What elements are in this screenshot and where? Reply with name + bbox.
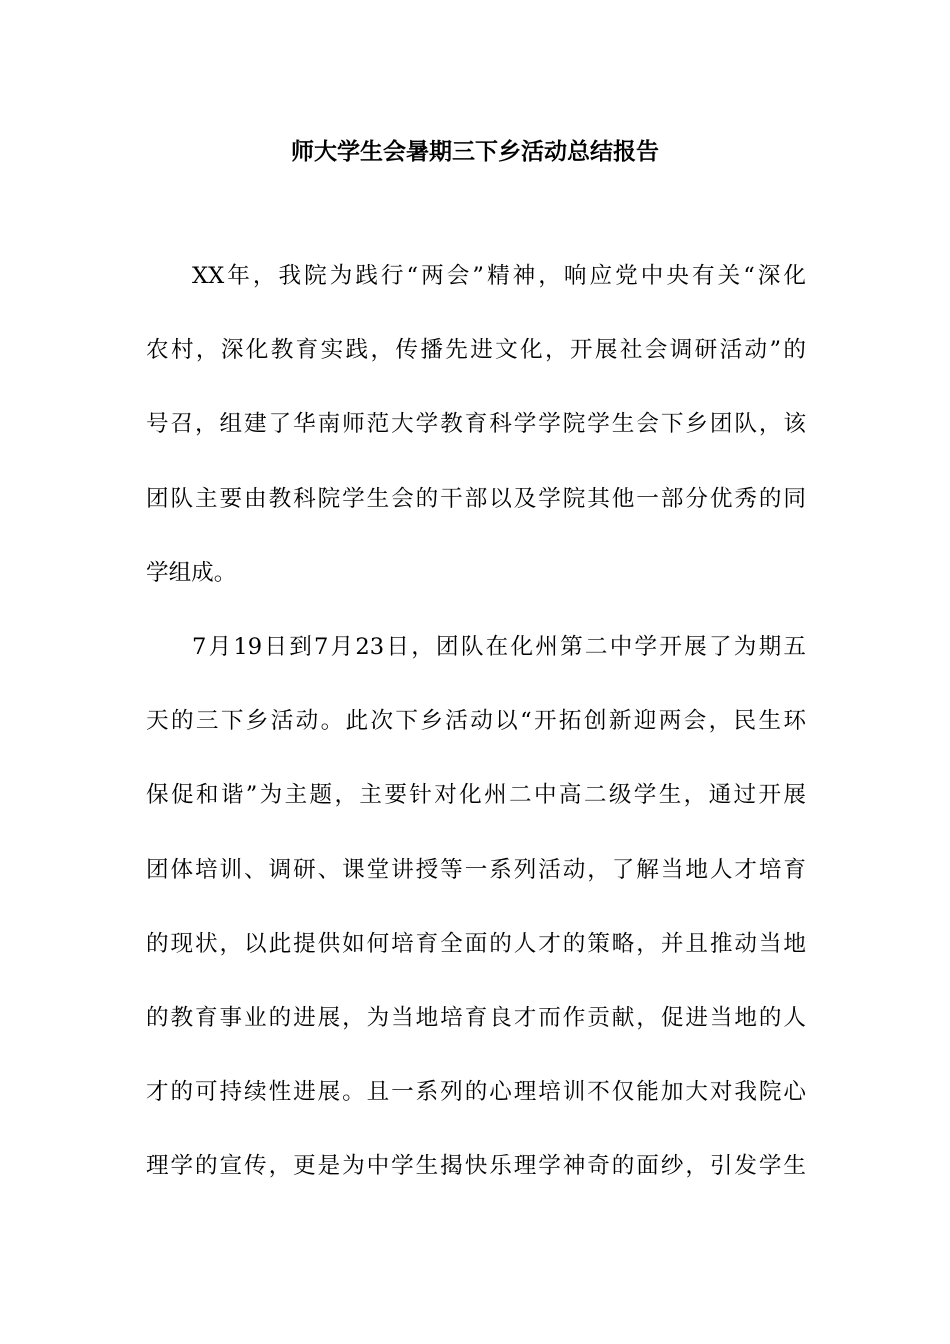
paragraph-line: 天的三下乡活动。此次下乡活动以“开拓创新迎两会，民生环 — [146, 708, 806, 735]
paragraph-line: 的现状，以此提供如何培育全面的人才的策略，并且推动当地 — [146, 930, 806, 957]
paragraph-1 — [146, 252, 806, 598]
paragraph-line: 团队主要由教科院学生会的干部以及学院其他一部分优秀的同 — [146, 485, 806, 512]
paragraph-2 — [146, 623, 806, 1191]
paragraph-line: 的教育事业的进展，为当地培育良才而作贡献，促进当地的人 — [146, 1004, 806, 1031]
paragraph-line: XX年，我院为践行“两会”精神，响应党中央有关“深化 — [192, 263, 806, 289]
paragraph-line: 保促和谐”为主题，主要针对化州二中高二级学生，通过开展 — [146, 782, 806, 809]
paragraph-line: 号召，组建了华南师范大学教育科学学院学生会下乡团队，该 — [146, 411, 806, 438]
paragraph-line: 学组成。 — [146, 559, 237, 586]
paragraph-line: 农村，深化教育实践，传播先进文化，开展社会调研活动”的 — [146, 337, 806, 364]
document-body — [146, 252, 806, 1216]
paragraph-line: 才的可持续性进展。且一系列的心理培训不仅能加大对我院心 — [146, 1079, 806, 1106]
document-title: 师大学生会暑期三下乡活动总结报告 — [291, 139, 659, 165]
paragraph-line: 理学的宣传，更是为中学生揭快乐理学神奇的面纱，引发学生 — [146, 1153, 806, 1180]
paragraph-line: 团体培训、调研、课堂讲授等一系列活动，了解当地人才培育 — [146, 856, 806, 883]
paragraph-line: 7月19日到7月23日，团队在化州第二中学开展了为期五 — [192, 633, 806, 660]
